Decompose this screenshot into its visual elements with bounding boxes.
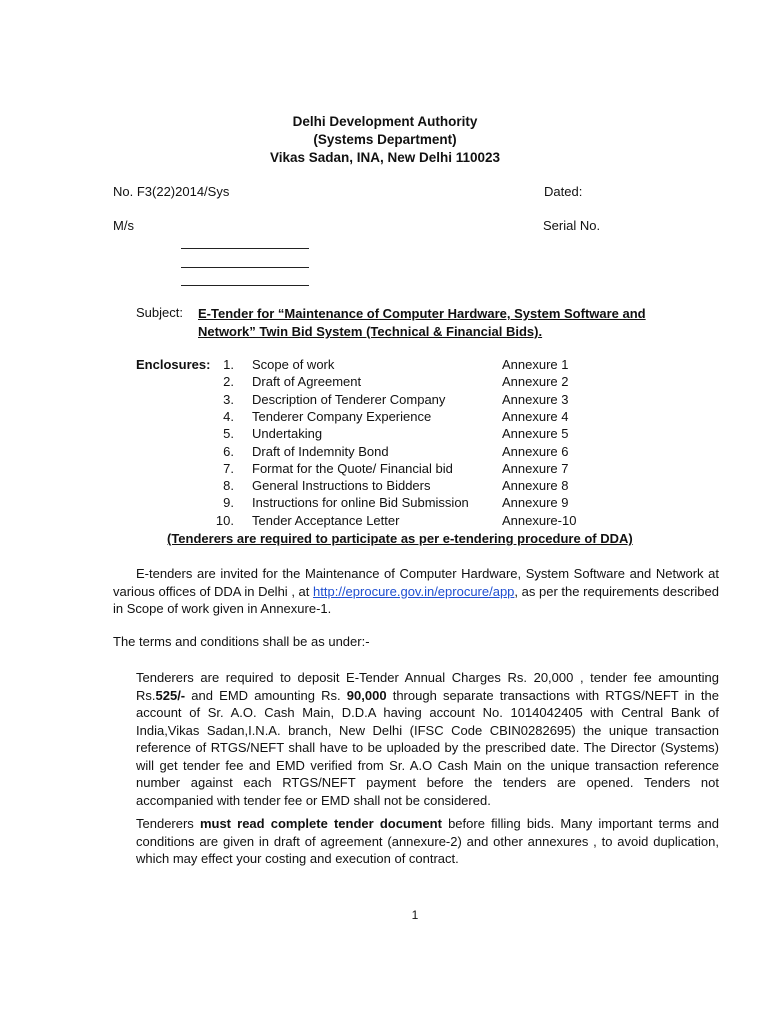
enclosure-annexure: Annexure 1 bbox=[502, 357, 569, 372]
enclosure-annexure: Annexure 6 bbox=[502, 443, 569, 459]
intro-text-after: , as per the requirements described in Scope of work given in Annexure-1. bbox=[113, 583, 719, 616]
enclosure-annexure: Annexure 4 bbox=[502, 408, 569, 424]
reference-number: No. F3(22)2014/Sys bbox=[113, 184, 230, 199]
enclosure-annexure: Annexure 7 bbox=[502, 460, 569, 476]
enclosure-description: Tender Acceptance Letter bbox=[252, 512, 400, 528]
enclosure-description: Tenderer Company Experience bbox=[252, 408, 432, 424]
address-blank-line bbox=[181, 267, 309, 268]
department-name: (Systems Department) bbox=[313, 132, 457, 147]
enclosure-annexure: Annexure-10 bbox=[502, 512, 577, 528]
read-text-1: Tenderers bbox=[136, 816, 200, 831]
eprocure-link[interactable]: http://eprocure.gov.in/eprocure/app bbox=[313, 583, 515, 599]
enclosures-label: Enclosures: bbox=[136, 357, 211, 372]
enclosure-number: 2. bbox=[223, 374, 234, 390]
enclosure-number: 9. bbox=[223, 495, 234, 511]
subject-text bbox=[198, 305, 646, 341]
ms-label: M/s bbox=[113, 218, 134, 233]
enclosure-annexure: Annexure 3 bbox=[502, 391, 569, 407]
enclosure-description: Undertaking bbox=[252, 426, 323, 442]
intro-text-before: E-tenders are invited for the Maintenance of Computer Hardware, System Software and Network at various offices of DDA in Delhi , at bbox=[113, 566, 719, 599]
address-blank-line bbox=[181, 248, 309, 249]
enclosure-description: Instructions for online Bid Submission bbox=[252, 495, 469, 511]
enclosure-description: Draft of Agreement bbox=[252, 374, 362, 390]
enclosure-description: Format for the Quote/ Financial bid bbox=[252, 460, 453, 476]
enclosure-number: 10. bbox=[215, 512, 234, 528]
enclosure-annexure: Annexure 5 bbox=[502, 426, 569, 442]
enclosure-description: Draft of Indemnity Bond bbox=[252, 443, 389, 459]
enclosure-number: 4. bbox=[223, 408, 234, 424]
emd-amount: 90,000 bbox=[346, 687, 387, 703]
enclosure-annexure: Annexure 2 bbox=[502, 374, 569, 390]
terms-heading: The terms and conditions shall be as under:- bbox=[113, 634, 370, 649]
deposit-paragraph bbox=[136, 669, 719, 809]
tender-fee-amount: 525/- bbox=[155, 687, 186, 703]
org-address: Vikas Sadan, INA, New Delhi 110023 bbox=[269, 150, 501, 165]
deposit-text-1: Tenderers are required to deposit E-Tender Annual Charges Rs. 20,000 , tender fee amounting Rs. bbox=[136, 670, 719, 703]
enclosure-number: 5. bbox=[223, 426, 234, 442]
enclosure-number: 6. bbox=[223, 443, 234, 459]
enclosure-annexure: Annexure 9 bbox=[502, 495, 569, 511]
enclosure-number: 1. bbox=[223, 357, 234, 372]
read-text-2: before filling bids. Many important terms and conditions are given in draft of agreement (annexure-2) and other annexures , to avoid duplication, which may effect your costing and execution of contract. bbox=[136, 816, 719, 866]
enclosure-number: 8. bbox=[223, 478, 234, 494]
enclosure-number: 7. bbox=[223, 460, 234, 476]
intro-paragraph bbox=[113, 565, 719, 618]
deposit-text-3: through separate transactions with RTGS/NEFT in the account of Sr. A.O. Cash Main, D.D.A having account No. 1014042405 with Central Bank of India,Vikas Sadan,I.N.A. branch, New Delhi (IFSC Code CBIN0282695) the unique transaction reference of RTGS/NEFT shall have to be uploaded by the prescribed date. The Director (Systems) will get tender fee and EMD verified from Sr. A.O Cash Main on the unique transaction reference number against each RTGS/NEFT payment before the tenders are opened. Tenders not accompanied with tender fee or EMD shall not be considered. bbox=[136, 687, 719, 808]
tendering-note: (Tenderers are required to participate as per e-tendering procedure of DDA) bbox=[167, 531, 633, 546]
read-emphasis: must read complete tender document bbox=[199, 816, 442, 831]
subject-label: Subject: bbox=[136, 305, 183, 320]
org-name: Delhi Development Authority bbox=[292, 114, 478, 129]
enclosure-description: General Instructions to Bidders bbox=[252, 478, 431, 494]
enclosure-description: Description of Tenderer Company bbox=[252, 391, 446, 407]
page-number: 1 bbox=[411, 908, 419, 922]
dated-label: Dated: bbox=[544, 184, 583, 199]
subject-line-1: E-Tender for “Maintenance of Computer Hardware, System Software and bbox=[198, 306, 646, 321]
enclosure-description: Scope of work bbox=[252, 357, 335, 372]
subject-line-2: Network” Twin Bid System (Technical & Financial Bids). bbox=[198, 324, 543, 339]
serial-label: Serial No. bbox=[543, 218, 601, 233]
read-document-paragraph bbox=[136, 815, 719, 868]
enclosure-annexure: Annexure 8 bbox=[502, 478, 569, 494]
address-blank-line bbox=[181, 285, 309, 286]
enclosure-number: 3. bbox=[223, 391, 234, 407]
deposit-text-2: and EMD amounting Rs. bbox=[185, 687, 347, 703]
